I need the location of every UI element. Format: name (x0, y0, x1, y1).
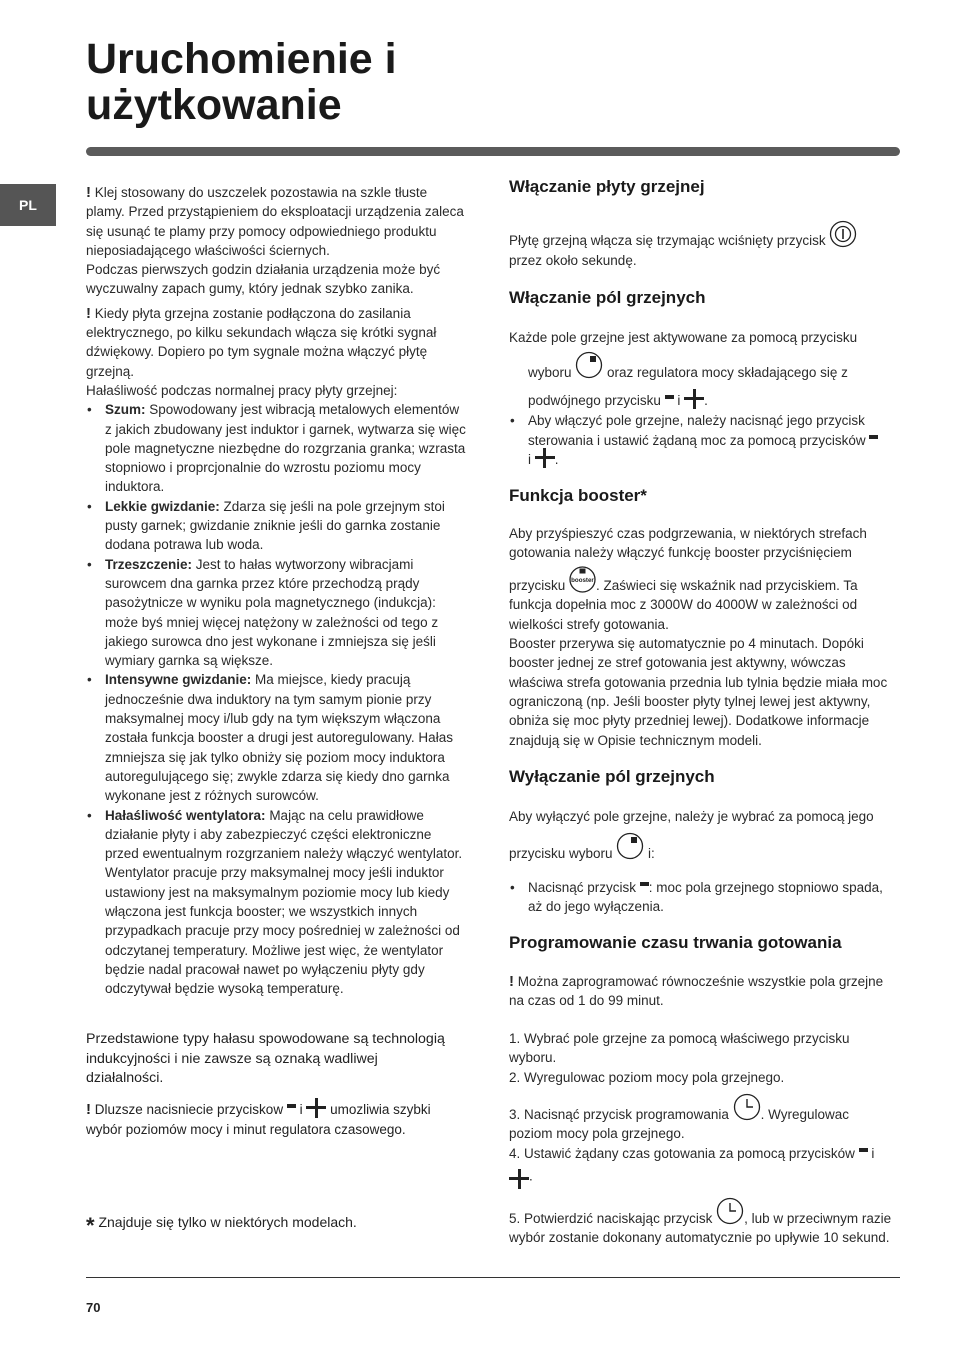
select-zone-icon (575, 351, 603, 379)
heading-timer: Programowanie czasu trwania gotowania (509, 933, 842, 953)
footer-divider (86, 1277, 900, 1278)
footnote: * Znajduje się tylko w niektórych modelach. (86, 1213, 357, 1238)
right-column (509, 177, 894, 1248)
paragraph-smell: Podczas pierwszych godzin działania urządzenia może być wyczuwalny zapach gumy, który jednak szybko zanika. (86, 262, 441, 297)
list-item: • Szum: Spowodowany jest wibracją metalowych elementów z jakich zbudowany jest induktor i garnek, wytwarza się więc pole magnetyczne niezbędne do rozgrzania granka; wzrasta stopniowo i proprcjonalnie do wzrostu poziomu mocy induktora. (86, 400, 468, 496)
noise-note: Przedstawione typy hałasu spowodowane są technologią indukcyjności i nie zawsze są oznaką wadliwej działalności. (86, 1031, 445, 1086)
paragraph-booster-button: przycisku booster . Zaświeci się wskaźnik nad przyciskiem. Ta funkcja dopełnia moc z 3000W do 4000W w zależności od wielkości strefy gotowania. (509, 566, 894, 634)
list-item: • Nacisnąć przycisk : moc pola grzejnego stopniowo spada, aż do jego wyłączenia. (509, 878, 894, 917)
plus-icon (306, 1098, 326, 1118)
booster-icon (569, 566, 596, 593)
title-divider (86, 147, 900, 156)
paragraph-zones-on-double: podwójnego przycisku i . (509, 391, 894, 411)
minus-icon (287, 1104, 296, 1108)
select-zone-icon (616, 832, 644, 860)
list-item: • Lekkie gwizdanie: Zdarza się jeśli na pole grzejnym stoi pusty garnek; gwizdanie zniknie jeśli do garnka zostanie dodana potrawa lub woda. (86, 497, 468, 555)
timer-step-5: 5. Potwierdzić naciskając przycisk , lub w przeciwnym razie wybór zostanie dokonany automatycznie po upływie 10 sekund. (509, 1197, 894, 1248)
timer-step-3: 3. Nacisnąć przycisk programowania . Wyregulowac poziom mocy pola grzejnego. (509, 1093, 894, 1144)
noise-list (86, 400, 468, 998)
list-item: • Intensywne gwizdanie: Ma miejsce, kiedy pracują jednocześnie dwa induktory na tym samym pionie przy maksymalnej mocy i/lub gdy na tym większym włączona została funkcja booster a drugi jest autoregulowany. Hałas zmniejsza się jak tylko obniży się poziom mocy induktora autoregulującego się; zwykle zdarza się kiedy dno garnka wykonane jest z różnych surowców. (86, 670, 468, 805)
minus-icon (859, 1148, 868, 1152)
zones-off-list (509, 878, 894, 917)
paragraph-zones-on-select: wyboru oraz regulatora mocy składającego się z (509, 351, 894, 382)
heading-zones-on: Włączanie pól grzejnych (509, 287, 706, 307)
minus-icon (640, 882, 649, 886)
language-tab: PL (0, 184, 56, 226)
left-column (86, 183, 468, 998)
timer-step-4: 4. Ustawić żądany czas gotowania za pomocą przycisków i . (509, 1144, 894, 1191)
minus-icon (869, 435, 878, 439)
clock-icon (733, 1093, 761, 1121)
paragraph-adhesive: ! Klej stosowany do uszczelek pozostawia na szkle tłuste plamy. Przed przystąpieniem do eksploatacji urządzenia zaleca się usunąć te plamy przy pomocy odpowiedniego produktu nieposiadającego właściwości ściernych. (86, 184, 464, 258)
paragraph-zones-off-select: przycisku wyboru i: (509, 832, 894, 863)
paragraph-booster-limit: Booster przerywa się automatycznie po 4 minutach. Dopóki booster jednej ze stref gotowania jest aktywny, wówczas właściwa strefa gotowania przednia lub tylnia będzie miała moc ograniczoną (np. Jeśli booster płyty tylnej lewej jest aktywny, obniża się moc płyty przedniej lewej). Dodatkowe informacje znajdują się w Opisie technicznym modeli. (509, 636, 888, 748)
paragraph-booster-intro: Aby przyśpieszyć czas podgrzewania, w niektórych strefach gotowania należy włączyć funkcję booster przyciśnięciem (509, 525, 867, 560)
paragraph-beep: ! Kiedy płyta grzejna zostanie podłączona do zasilania elektrycznego, po kilku sekundach włącza się krótki sygnał dźwiękowy. Dopiero po tym sygnale można włączyć płytę grzejną. (86, 304, 437, 379)
heading-booster: Funkcja booster* (509, 486, 647, 506)
list-item: • Trzeszczenie: Jest to hałas wytworzony wibracjami surowcem dna garnka przez które przechodzą prądy pasożytnicze w wyniku pola magnetycznego (indukcja): może byś mniej więcej natężony w zależności od tego z jakiego surowca dno jest wykonane i zmniejsza się jeśli wymiary garnka są większe. (86, 555, 468, 671)
timer-step-1: 1. Wybrać pole grzejne za pomocą właściwego przycisku wyboru. (509, 1031, 850, 1066)
list-item: • Hałaśliwość wentylatora: Mając na celu prawidłowe działanie płyty i aby zabezpieczyć części elektroniczne przed ewentualnym rozgrzaniem należy włączyć wentylator. Wentylator pracuje przy maksymalnej mocy jeśli induktor ustawiony jest na maksymalnym poziomie mocy lub kiedy włączona jest funkcja booster; we wszystkich innych przypadkach pracuje przy mocy pośredniej w zależności od odczytanej temperatury. Możliwe jest więc, że wentylator będzie nadal pracował nawet po wyłączeniu płyty gdy odczytywał będzie wysoką temperaturę. (86, 806, 468, 999)
list-item: • Aby włączyć pole grzejne, należy nacisnąć jego przycisk sterowania i ustawić żądaną moc za pomocą przycisków i . (509, 411, 894, 470)
clock-icon (716, 1197, 744, 1225)
heading-power-on: Włączanie płyty grzejnej (509, 177, 705, 196)
long-press-note: ! Dluzsze nacisniecie przyciskow i umozliwia szybki wybór poziomów mocy i minut regulatora czasowego. (86, 1100, 468, 1139)
zones-on-list (509, 411, 894, 470)
paragraph-zones-off: Aby wyłączyć pole grzejne, należy je wybrać za pomocą jego (509, 809, 874, 825)
svg-text:booster: booster (571, 577, 594, 585)
power-icon (829, 220, 857, 248)
plus-icon (684, 389, 704, 409)
paragraph-noise-intro: Hałaśliwość podczas normalnej pracy płyty grzejnej: (86, 382, 398, 398)
heading-zones-off: Wyłączanie pól grzejnych (509, 766, 715, 786)
paragraph-power-on: Płytę grzejną włącza się trzymając wciśnięty przycisk przez około sekundę. (509, 220, 894, 270)
page-number: 70 (86, 1300, 101, 1315)
paragraph-zones-on: Każde pole grzejne jest aktywowane za pomocą przycisku (509, 330, 858, 346)
page-title: Uruchomienie i użytkowanie (86, 35, 397, 129)
plus-icon (535, 448, 555, 468)
timer-step-2: 2. Wyregulowac poziom mocy pola grzejnego. (509, 1069, 785, 1085)
plus-icon (509, 1169, 529, 1189)
minus-icon (665, 395, 674, 399)
paragraph-timer-intro: ! Można zaprogramować równocześnie wszystkie pola grzejne na czas od 1 do 99 minut. (509, 972, 884, 1008)
